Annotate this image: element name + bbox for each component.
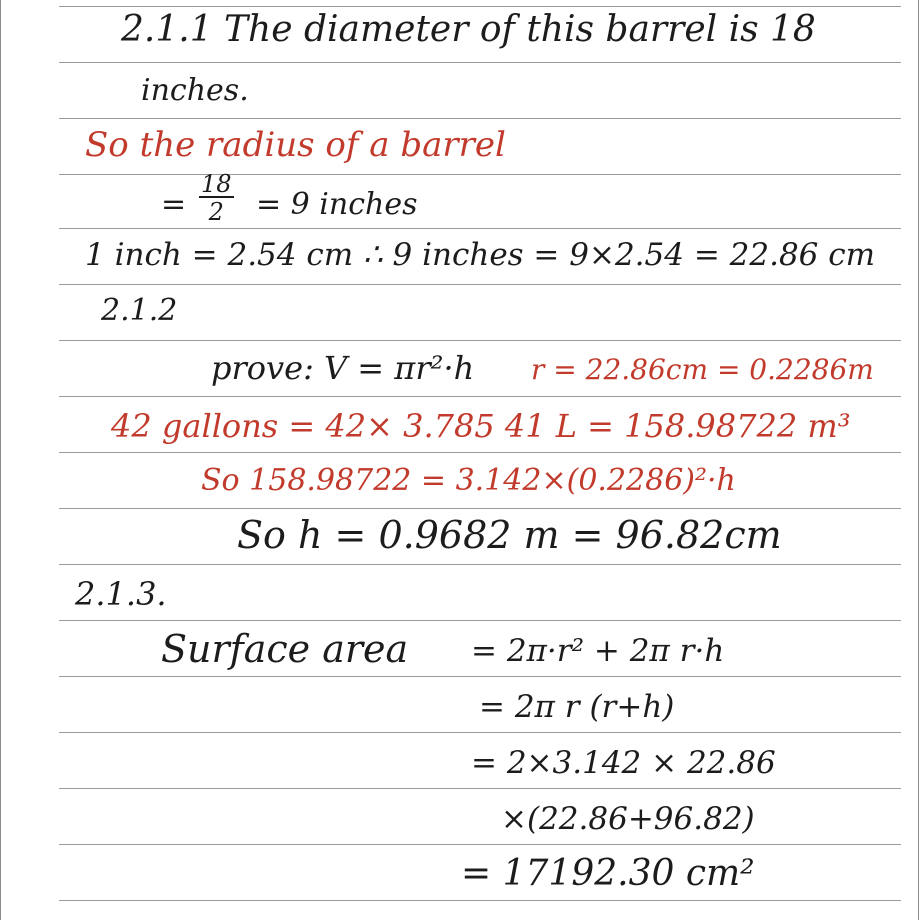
ruled-line bbox=[59, 118, 901, 119]
volume-formula: prove: V = πr²·h bbox=[211, 349, 475, 387]
ruled-line bbox=[59, 340, 901, 341]
volume-substitution: So 158.98722 = 3.142×(0.2286)²·h bbox=[201, 463, 736, 498]
ruled-line bbox=[59, 788, 901, 789]
surface-area-formula: = 2π·r² + 2π r·h bbox=[471, 633, 725, 669]
fraction-numerator: 18 bbox=[201, 170, 232, 198]
ruled-line bbox=[59, 452, 901, 453]
ruled-line bbox=[59, 676, 901, 677]
ruled-line bbox=[59, 844, 901, 845]
ruled-line bbox=[59, 564, 901, 565]
equals-sign: = bbox=[161, 187, 187, 222]
ruled-line bbox=[59, 620, 901, 621]
ruled-line bbox=[59, 900, 901, 901]
ruled-line bbox=[59, 396, 901, 397]
height-result: So h = 0.9682 m = 96.82cm bbox=[237, 513, 782, 557]
section-2-1-2-heading: 2.1.2 bbox=[101, 293, 178, 328]
statement-continuation: inches. bbox=[141, 73, 249, 108]
ruled-line bbox=[59, 62, 901, 63]
ruled-line bbox=[59, 508, 901, 509]
section-2-1-3-heading: 2.1.3. bbox=[75, 575, 167, 613]
ruled-line bbox=[59, 732, 901, 733]
radius-in-metres: r = 22.86cm = 0.2286m bbox=[531, 353, 874, 386]
surface-area-substitution: = 2×3.142 × 22.86 bbox=[471, 745, 776, 781]
gallon-conversion: 42 gallons = 42× 3.785 41 L = 158.98722 m³ bbox=[111, 407, 851, 445]
ruled-line bbox=[59, 228, 901, 229]
surface-area-factored: = 2π r (r+h) bbox=[479, 689, 675, 725]
fraction-denominator: 2 bbox=[208, 198, 224, 226]
radius-intro: So the radius of a barrel bbox=[85, 125, 506, 165]
surface-area-label: Surface area bbox=[161, 627, 409, 671]
fraction-18-over-2 bbox=[199, 172, 234, 224]
ruled-line bbox=[59, 6, 901, 7]
ruled-line bbox=[59, 284, 901, 285]
radius-result: = 9 inches bbox=[256, 187, 418, 222]
surface-area-substitution-cont: ×(22.86+96.82) bbox=[501, 801, 755, 837]
section-2-1-1-statement: 2.1.1 The diameter of this barrel is 18 bbox=[121, 9, 816, 50]
unit-conversion-line: 1 inch = 2.54 cm ∴ 9 inches = 9×2.54 = 22.86 cm bbox=[85, 237, 876, 273]
ruled-line bbox=[59, 174, 901, 175]
surface-area-result: = 17192.30 cm² bbox=[461, 853, 755, 894]
